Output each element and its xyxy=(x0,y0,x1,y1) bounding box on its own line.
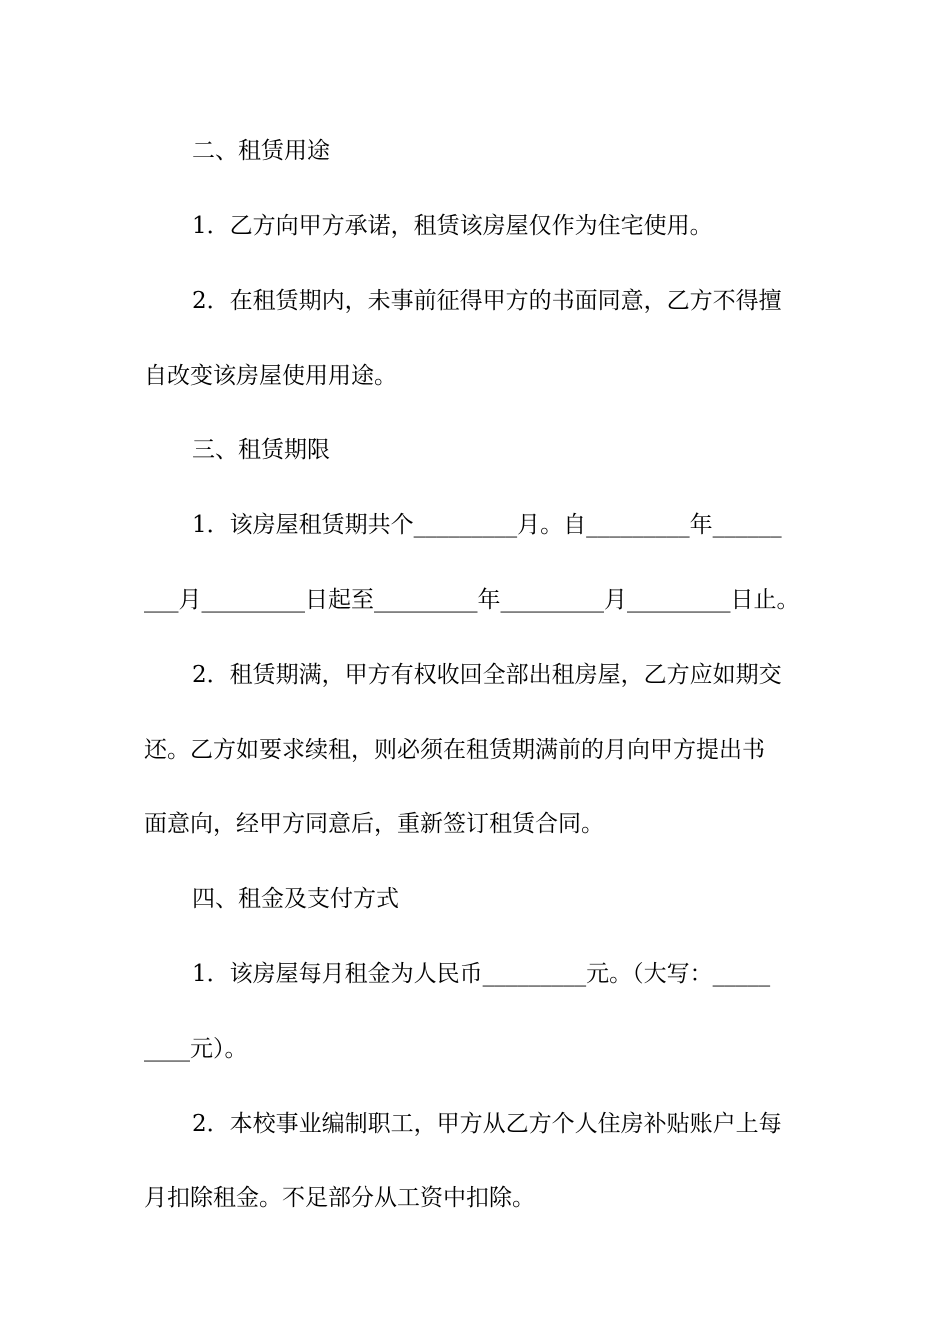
paragraph-line: ____元）。 xyxy=(144,1036,248,1062)
paragraph-line: 2．本校事业编制职工，甲方从乙方个人住房补贴账户上每 xyxy=(192,1111,782,1137)
paragraph-line: 1．该房屋每月租金为人民币_________元。（大写：_____ xyxy=(192,961,771,987)
section-heading-lease-purpose: 二、租赁用途 xyxy=(192,138,330,164)
paragraph-line: 2．租赁期满，甲方有权收回全部出租房屋，乙方应如期交 xyxy=(192,662,782,688)
paragraph-line: 1．乙方向甲方承诺，租赁该房屋仅作为住宅使用。 xyxy=(192,213,713,239)
section-heading-lease-term: 三、租赁期限 xyxy=(192,437,330,463)
paragraph-line: 面意向，经甲方同意后，重新签订租赁合同。 xyxy=(144,811,604,837)
paragraph-line: ___月_________日起至_________年_________月_________日止。 xyxy=(144,587,800,613)
section-heading-rent-payment: 四、租金及支付方式 xyxy=(192,886,399,912)
paragraph-line: 还。乙方如要求续租，则必须在租赁期满前的月向甲方提出书 xyxy=(144,737,765,763)
paragraph-line: 1．该房屋租赁期共个_________月。自_________年______ xyxy=(192,512,782,538)
paragraph-line: 2．在租赁期内，未事前征得甲方的书面同意，乙方不得擅 xyxy=(192,288,782,314)
paragraph-line: 月扣除租金。不足部分从工资中扣除。 xyxy=(144,1185,535,1211)
paragraph-line: 自改变该房屋使用用途。 xyxy=(144,363,397,389)
